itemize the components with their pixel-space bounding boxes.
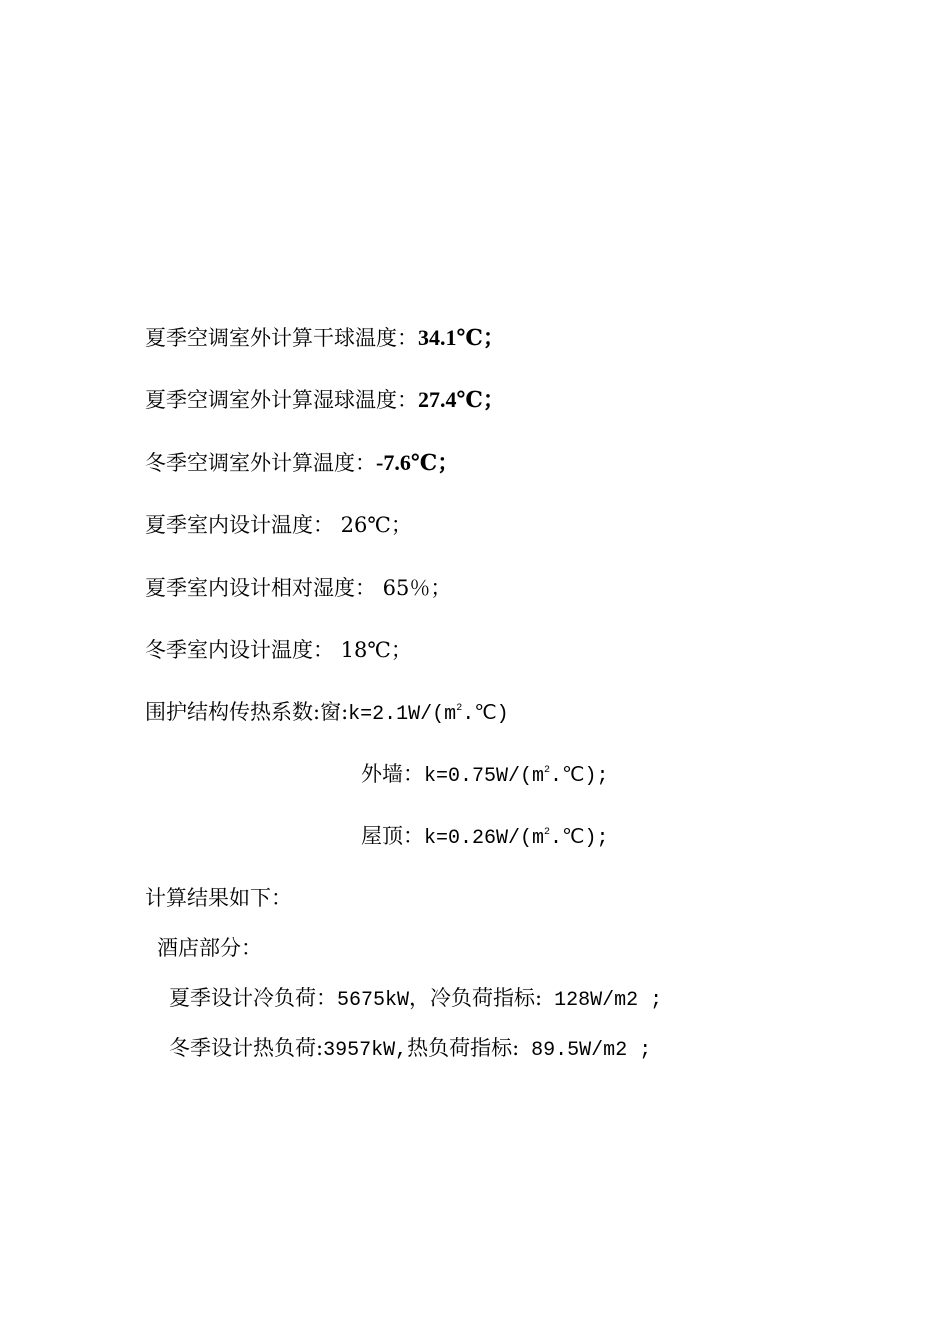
summer-dry-bulb-value: 34.1℃；	[418, 325, 505, 350]
winter-heating-line	[169, 1034, 651, 1065]
summer-indoor-rh-line	[145, 574, 451, 602]
winter-indoor-temp-value: 18℃；	[334, 638, 412, 662]
results-heading: 计算结果如下：	[145, 886, 292, 910]
window-k-value: $k=2.1W/(m^2.℃)$	[348, 703, 509, 726]
summer-dry-bulb-label: 夏季空调室外计算干球温度：	[145, 326, 418, 350]
wall-label: 外墙：	[361, 762, 424, 786]
summer-indoor-temp-value: 26℃；	[334, 513, 412, 537]
hotel-section-heading: 酒店部分：	[157, 936, 262, 960]
summer-indoor-rh-value: 65％；	[376, 576, 452, 600]
summer-wet-bulb-value: 27.4℃；	[418, 387, 505, 412]
cooling-index-label: 冷负荷指标:	[430, 986, 543, 1010]
winter-outdoor-line	[145, 449, 459, 477]
roof-k-value: $k=0.26W/(m^2.℃)$;	[424, 827, 609, 850]
envelope-roof-line	[361, 822, 609, 853]
winter-indoor-temp-line	[145, 636, 412, 664]
roof-label: 屋顶：	[361, 824, 424, 848]
winter-heating-value: 3957kW,	[323, 1039, 408, 1062]
summer-indoor-temp-label: 夏季室内设计温度：	[145, 513, 334, 537]
summer-dry-bulb-line	[145, 324, 505, 352]
window-label: 窗:	[320, 700, 349, 724]
summer-cooling-label: 夏季设计冷负荷：	[169, 986, 337, 1010]
heating-index-label: 热负荷指标:	[407, 1036, 520, 1060]
summer-indoor-rh-label: 夏季室内设计相对湿度：	[145, 576, 376, 600]
winter-heating-label: 冬季设计热负荷:	[169, 1036, 324, 1060]
envelope-window-line	[145, 698, 509, 729]
envelope-label: 围护结构传热系数:	[145, 700, 321, 724]
summer-indoor-temp-line	[145, 511, 412, 539]
heating-index-value: 89.5W/m2 ;	[519, 1039, 652, 1062]
summer-cooling-value: 5675kW	[337, 989, 410, 1012]
winter-outdoor-value: -7.6℃；	[376, 450, 460, 475]
cooling-index-value: 128W/m2 ;	[542, 989, 663, 1012]
winter-indoor-temp-label: 冬季室内设计温度：	[145, 638, 334, 662]
summer-cooling-sep: ，	[409, 986, 431, 1010]
summer-wet-bulb-line	[145, 386, 505, 414]
winter-outdoor-label: 冬季空调室外计算温度：	[145, 451, 376, 475]
wall-k-value: $k=0.75W/(m^2.℃)$;	[424, 765, 609, 788]
envelope-wall-line	[361, 760, 609, 791]
summer-wet-bulb-label: 夏季空调室外计算湿球温度：	[145, 388, 418, 412]
summer-cooling-line	[169, 984, 662, 1015]
